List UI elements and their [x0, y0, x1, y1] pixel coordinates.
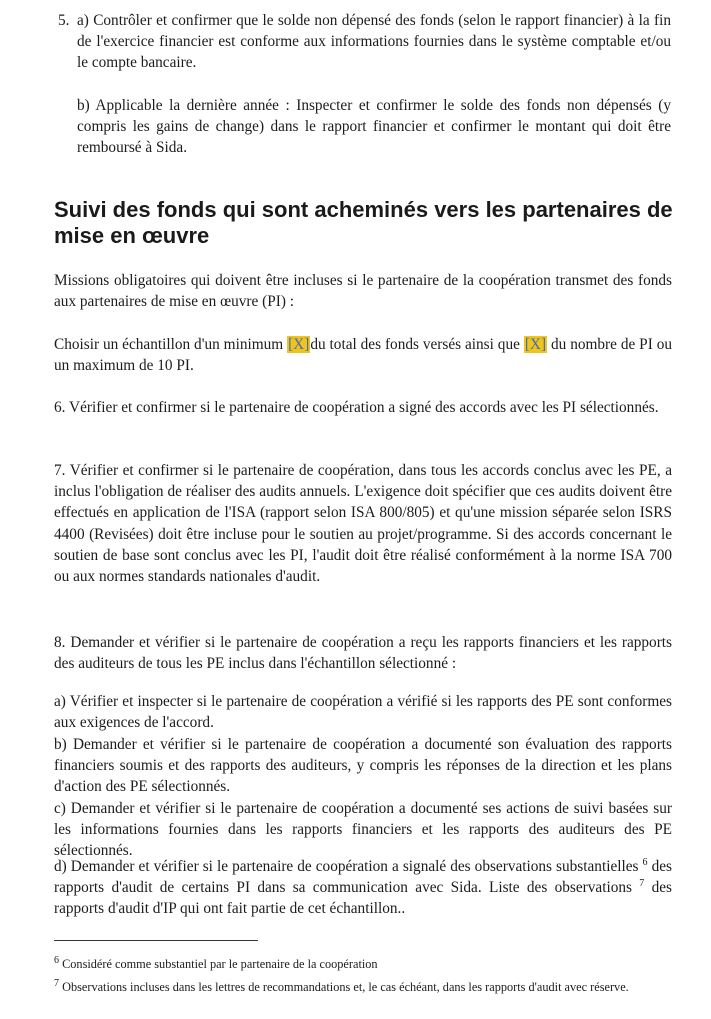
- item-5a: a) Contrôler et confirmer que le solde non dépensé des fonds (selon le rapport financier) à la fin de l'exercice financier est conforme aux informations fournies dans le système comptable et/ou le compte bancaire.: [77, 12, 671, 72]
- placeholder-x-2: [X]: [524, 336, 547, 353]
- item-5b: b) Applicable la dernière année : Inspecter et confirmer le solde des fonds non dépensés (y compris les gains de change) dans le rapport financier et confirmer le montant qui doit être remboursé à Sida.: [77, 97, 671, 157]
- item-8d-text-3: des rapports d'audit d'IP qui ont fait partie de cet échantillon..: [54, 879, 673, 918]
- section-heading: Suivi des fonds qui sont acheminés vers les partenaires de mise en œuvre: [54, 197, 673, 248]
- sample-text-2: du total des fonds versés ainsi que: [310, 336, 524, 353]
- footnote-ref-7: 7: [639, 878, 645, 890]
- footnote-7: [54, 977, 666, 997]
- intro-paragraph: Missions obligatoires qui doivent être incluses si le partenaire de la coopération transmet des fonds aux partenaires de mise en œuvre (PI) :: [54, 272, 672, 311]
- item-8: 8. Demander et vérifier si le partenaire de coopération a reçu les rapports financiers et les rapports des auditeurs de tous les PE inclus dans l'échantillon sélectionné :: [54, 634, 672, 673]
- item-8c: c) Demander et vérifier si le partenaire de coopération a documenté ses actions de suivi basées sur les informations fournies dans les rapports financiers et les rapports des auditeurs des PE sélectionnés.: [54, 800, 672, 860]
- item-5-number: 5.: [58, 12, 70, 29]
- footnote-6-text: Considéré comme substantiel par le partenaire de la coopération: [59, 957, 378, 971]
- sample-text-3: du nombre de PI ou un maximum de 10 PI.: [54, 336, 672, 375]
- footnote-mark-6: 6: [54, 954, 59, 966]
- sample-paragraph: [54, 334, 672, 376]
- sample-text-1: Choisir un échantillon d'un minimum: [54, 336, 288, 353]
- item-8d-text-1: d) Demander et vérifier si le partenaire de coopération a signalé des observations substantielles: [54, 858, 643, 875]
- item-6: 6. Vérifier et confirmer si le partenaire de coopération a signé des accords avec les PI sélectionnés.: [54, 399, 659, 416]
- footnote-7-text: Observations incluses dans les lettres de recommandations et, le cas échéant, dans les rapports d'audit avec réserve.: [59, 980, 629, 994]
- placeholder-x-1: [X]: [288, 336, 310, 353]
- footnote-ref-6: 6: [642, 856, 648, 868]
- item-8b: b) Demander et vérifier si le partenaire de coopération a documenté son évaluation des rapports financiers soumis et des rapports des auditeurs, y compris les réponses de la direction et les plans d'action des PE sélectionnés.: [54, 736, 672, 796]
- item-8a: a) Vérifier et inspecter si le partenaire de coopération a vérifié si les rapports des PE sont conformes aux exigences de l'accord.: [54, 693, 672, 732]
- item-8d: [54, 856, 672, 920]
- item-7: 7. Vérifier et confirmer si le partenaire de coopération, dans tous les accords conclus avec les PE, a inclus l'obligation de réaliser des audits annuels. L'exigence doit spécifier que ces audits doivent être effectués en application de l'ISA (rapport selon ISA 800/805) et qu'une mission séparée selon ISRS 4400 (Revisées) doit être incluse pour le soutien au projet/programme. Si des accords concernant le soutien de base sont conclus avec les PI, l'audit doit être réalisé conformément à la norme ISA 700 ou aux normes standards nationales d'audit.: [54, 462, 672, 586]
- footnote-6: [54, 954, 664, 974]
- footnote-separator: [54, 940, 258, 941]
- footnote-mark-7: 7: [54, 977, 59, 989]
- item-8d-text-2: des rapports d'audit de certains PI dans sa communication avec Sida. Liste des observations: [54, 858, 672, 897]
